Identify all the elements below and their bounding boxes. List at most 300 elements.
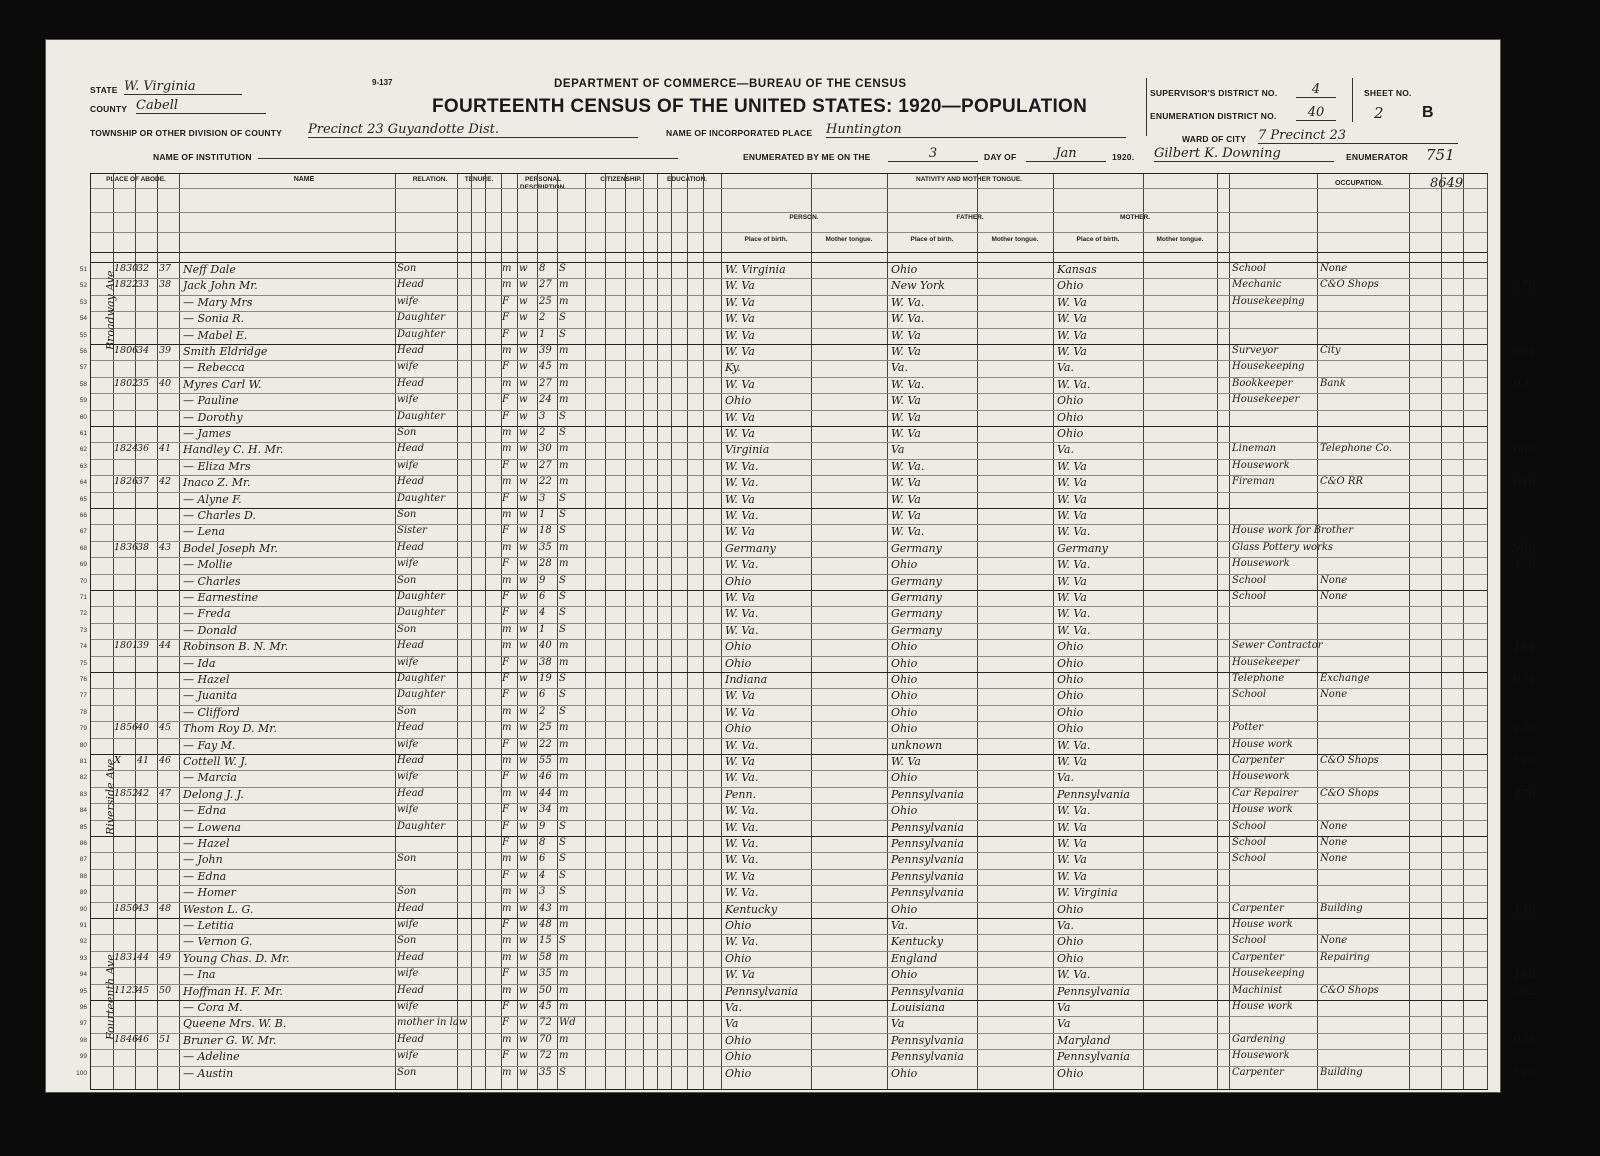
birthplace-person: W. Va	[725, 869, 755, 883]
birthplace-mother: W. Va.	[1057, 738, 1091, 752]
col-occupation: OCCUPATION.	[1335, 180, 1383, 187]
birthplace-father: Ohio	[891, 705, 918, 719]
relation: wife	[397, 738, 419, 750]
birthplace-mother: W. Va	[1057, 820, 1087, 834]
person-name: — Dorothy	[183, 410, 243, 424]
marital-status: S	[559, 574, 566, 586]
race: w	[519, 377, 528, 389]
race: w	[519, 1050, 528, 1062]
race: w	[519, 935, 528, 947]
race: w	[519, 476, 528, 488]
family-number: 40	[159, 377, 172, 389]
sex: F	[502, 492, 509, 504]
person-name: Robinson B. N. Mr.	[183, 640, 289, 654]
person-name: Young Chas. D. Mr.	[183, 951, 290, 965]
relation: wife	[397, 558, 419, 570]
race: w	[519, 1033, 528, 1045]
district-box-divider	[1146, 78, 1148, 136]
race: w	[519, 837, 528, 848]
relation: Son	[397, 574, 417, 586]
age: 18	[539, 525, 552, 537]
margin-number: 476	[1513, 786, 1536, 801]
birthplace-person: W. Va.	[725, 459, 759, 473]
race: w	[519, 1017, 528, 1029]
dwelling-number: 42	[137, 787, 150, 799]
race: w	[519, 509, 528, 520]
birthplace-father: unknown	[891, 738, 943, 752]
col-tenure: TENURE.	[464, 176, 494, 183]
occupation: Surveyor	[1232, 345, 1279, 356]
age: 8	[539, 837, 546, 848]
sex: m	[502, 541, 512, 553]
occupation: Machinist	[1232, 984, 1283, 996]
marital-status: S	[559, 886, 566, 898]
age: 22	[539, 738, 552, 750]
age: 38	[539, 656, 552, 668]
margin-number: 864	[1513, 344, 1536, 358]
birthplace-person: W. Va	[725, 345, 755, 358]
month-value: Jan	[1026, 146, 1106, 162]
margin-number: 148	[1513, 1065, 1536, 1080]
sex: m	[502, 902, 512, 914]
relation: Head	[397, 476, 425, 488]
year-value: 1920.	[1112, 152, 1135, 162]
dwelling-number: 38	[137, 541, 150, 553]
birthplace-mother: Ohio	[1057, 722, 1084, 736]
birthplace-mother: W. Va.	[1057, 525, 1091, 539]
margin-number: 038	[1513, 1032, 1536, 1047]
occupation: Housework	[1232, 771, 1290, 783]
margin-number: 674	[1513, 672, 1536, 686]
institution-value-line	[258, 146, 678, 159]
person-name: Queene Mrs. W. B.	[183, 1017, 287, 1031]
industry: Exchange	[1320, 673, 1370, 684]
header-rule	[91, 188, 1487, 189]
sex: F	[502, 919, 509, 930]
person-name: — Letitia	[183, 919, 234, 932]
col-father-tongue: Mother tongue.	[991, 236, 1039, 243]
race: w	[519, 361, 528, 373]
relation: Head	[397, 541, 425, 553]
occupation: School	[1232, 853, 1267, 865]
occupation: Telephone	[1232, 673, 1285, 684]
person-name: — Hazel	[183, 837, 230, 850]
row-number: 54	[79, 315, 87, 323]
row-number: 84	[79, 807, 87, 815]
age: 4	[539, 869, 546, 881]
birthplace-mother: Germany	[1057, 541, 1108, 555]
relation: Head	[397, 951, 425, 963]
margin-number: 668	[1513, 442, 1536, 457]
occupation: Gardening	[1232, 1033, 1286, 1045]
census-sheet	[46, 40, 1536, 1092]
enumerated-label: ENUMERATED BY ME ON THE	[743, 152, 871, 162]
family-number: 38	[159, 279, 172, 291]
birthplace-father: W. Va	[891, 492, 921, 506]
dwelling-number: 39	[137, 640, 150, 652]
person-name: — James	[183, 427, 232, 440]
birthplace-person: W. Va	[725, 279, 755, 293]
birthplace-mother: Va.	[1057, 771, 1074, 785]
marital-status: S	[559, 935, 566, 947]
dwelling-number: 34	[137, 345, 150, 356]
occupation: Housework	[1232, 558, 1290, 570]
birthplace-person: Ohio	[725, 640, 752, 654]
race: w	[519, 410, 528, 422]
relation: Daughter	[397, 820, 445, 832]
industry: C&O Shops	[1320, 279, 1379, 291]
birthplace-person: W. Va	[725, 705, 755, 719]
birthplace-person: W. Va	[725, 377, 755, 391]
row-number: 52	[79, 282, 87, 290]
enumerator-label: ENUMERATOR	[1346, 152, 1409, 162]
person-name: — Charles	[183, 574, 241, 588]
sex: m	[502, 574, 512, 586]
birthplace-mother: Maryland	[1057, 1033, 1111, 1047]
occupation: Housekeeping	[1232, 968, 1305, 980]
relation: wife	[397, 394, 419, 406]
birthplace-father: Ohio	[891, 656, 918, 670]
birthplace-person: W. Va	[725, 968, 755, 982]
birthplace-person: Va	[725, 1017, 739, 1031]
street-name: Riverside Ave	[104, 758, 117, 835]
sex: F	[502, 361, 509, 373]
margin-number: 436	[1513, 557, 1536, 572]
sex: F	[502, 328, 509, 340]
birthplace-person: W. Va	[725, 295, 755, 309]
person-name: Bruner G. W. Mr.	[183, 1033, 277, 1047]
age: 44	[539, 787, 552, 799]
industry: None	[1320, 837, 1348, 848]
person-name: Jack John Mr.	[183, 279, 258, 293]
row-number: 97	[79, 1020, 87, 1028]
sex: m	[502, 623, 512, 635]
street-name: Fourteenth Ave	[104, 954, 117, 1040]
birthplace-father: Germany	[891, 607, 942, 621]
birthplace-father: Ohio	[891, 558, 918, 572]
sheet-value: 2	[1374, 104, 1384, 122]
birthplace-mother: Va	[1057, 1017, 1071, 1031]
birthplace-mother: Ohio	[1057, 394, 1084, 408]
birthplace-father: W. Va	[891, 410, 921, 424]
col-person: PERSON.	[789, 214, 819, 221]
race: w	[519, 705, 528, 717]
relation: Head	[397, 443, 425, 455]
sex: F	[502, 968, 509, 980]
birthplace-father: Ohio	[891, 640, 918, 654]
birthplace-person: W. Va.	[725, 935, 759, 949]
row-number: 67	[79, 528, 87, 536]
birthplace-father: Pennsylvania	[891, 1050, 964, 1064]
marital-status: m	[559, 951, 569, 963]
occupation: School	[1232, 689, 1267, 701]
page-number: 8649	[1430, 176, 1464, 191]
birthplace-father: Va.	[891, 919, 908, 932]
occupation: Mechanic	[1232, 279, 1282, 291]
sex: m	[502, 377, 512, 389]
occupation: Housekeeper	[1232, 394, 1300, 406]
dwelling-number: 40	[137, 722, 150, 734]
marital-status: m	[559, 640, 569, 652]
sex: F	[502, 394, 509, 406]
sex: F	[502, 558, 509, 570]
sex: F	[502, 295, 509, 307]
relation: wife	[397, 771, 419, 783]
birthplace-person: W. Va.	[725, 771, 759, 785]
age: 3	[539, 492, 546, 504]
sex: m	[502, 984, 512, 996]
marital-status: m	[559, 394, 569, 406]
marital-status: m	[559, 984, 569, 996]
col-personal: PERSONAL DESCRIPTION.	[519, 176, 567, 191]
dwelling-number: 33	[137, 279, 150, 291]
sex: F	[502, 410, 509, 422]
birthplace-father: W. Va	[891, 345, 921, 358]
margin-number: 148	[1513, 967, 1536, 982]
age: 70	[539, 1033, 552, 1045]
occupation: Housekeeping	[1232, 295, 1305, 307]
race: w	[519, 738, 528, 750]
house-number: 1123	[114, 984, 139, 996]
marital-status: Wd	[559, 1017, 576, 1029]
sex: F	[502, 656, 509, 668]
birthplace-father: Pennsylvania	[891, 837, 964, 850]
relation: Son	[397, 623, 417, 635]
occupation: House work	[1232, 738, 1293, 750]
census-table	[76, 173, 1536, 1090]
age: 6	[539, 591, 546, 602]
birthplace-father: Pennsylvania	[891, 1033, 964, 1047]
industry: None	[1320, 574, 1348, 586]
relation: Son	[397, 509, 417, 520]
family-number: 46	[159, 755, 172, 766]
relation: Daughter	[397, 591, 445, 602]
age: 72	[539, 1017, 552, 1029]
col-citizenship: CITIZENSHIP.	[600, 176, 642, 183]
race: w	[519, 427, 528, 438]
row-number: 99	[79, 1053, 87, 1061]
county-label: COUNTY	[90, 104, 128, 114]
marital-status: m	[559, 476, 569, 488]
birthplace-mother: W. Va	[1057, 459, 1087, 473]
dwelling-number: 45	[137, 984, 150, 996]
marital-status: m	[559, 919, 569, 930]
race: w	[519, 656, 528, 668]
industry: None	[1320, 820, 1348, 832]
day-value: 3	[888, 146, 978, 162]
row-number: 82	[79, 774, 87, 782]
race: w	[519, 886, 528, 898]
age: 48	[539, 919, 552, 930]
marital-status: S	[559, 427, 566, 438]
birthplace-father: W. Va	[891, 476, 921, 490]
row-number: 59	[79, 397, 87, 405]
house-number: 1831	[114, 951, 139, 963]
relation: Head	[397, 1033, 425, 1045]
person-name: — Cora M.	[183, 1001, 243, 1014]
marital-status: m	[559, 459, 569, 471]
dwelling-number: 41	[137, 755, 150, 766]
margin-number: 436	[1513, 721, 1536, 736]
person-name: Delong J. J.	[183, 787, 244, 801]
race: w	[519, 820, 528, 832]
age: 24	[539, 394, 552, 406]
birthplace-father: W. Va.	[891, 295, 925, 309]
industry: C&O Shops	[1320, 787, 1379, 799]
sex: F	[502, 804, 509, 816]
birthplace-father: New York	[891, 279, 945, 293]
row-number: 58	[79, 380, 87, 388]
person-name: — Mabel E.	[183, 328, 248, 342]
supervisor-value: 4	[1296, 82, 1336, 98]
relation: wife	[397, 361, 419, 373]
marital-status: S	[559, 1066, 566, 1078]
sex: F	[502, 673, 509, 684]
birthplace-mother: W. Virginia	[1057, 886, 1118, 900]
marital-status: S	[559, 591, 566, 602]
age: 2	[539, 427, 546, 438]
birthplace-father: Pennsylvania	[891, 886, 964, 900]
occupation: Potter	[1232, 722, 1264, 734]
industry: C&O RR	[1320, 476, 1363, 488]
enumeration-label: ENUMERATION DISTRICT NO.	[1150, 111, 1277, 121]
birthplace-person: W. Va.	[725, 853, 759, 867]
person-name: — Juanita	[183, 689, 238, 703]
house-number: 1850	[114, 902, 139, 914]
sex: m	[502, 705, 512, 717]
race: w	[519, 279, 528, 291]
birthplace-person: W. Va.	[725, 738, 759, 752]
house-number: 1806	[114, 345, 139, 356]
sex: F	[502, 689, 509, 701]
race: w	[519, 689, 528, 701]
row-number: 86	[79, 840, 87, 847]
row-number: 62	[79, 446, 87, 454]
birthplace-father: W. Va.	[891, 312, 925, 326]
state-label: STATE	[90, 85, 118, 95]
race: w	[519, 673, 528, 684]
race: w	[519, 345, 528, 356]
sex: m	[502, 263, 512, 274]
row-number: 57	[79, 364, 87, 372]
birthplace-mother: Ohio	[1057, 951, 1084, 965]
race: w	[519, 459, 528, 471]
person-name: — Hazel	[183, 673, 230, 686]
day-label: DAY OF	[984, 152, 1017, 162]
house-number: 1822	[114, 279, 139, 291]
age: 6	[539, 853, 546, 865]
marital-status: m	[559, 771, 569, 783]
col-mother-birth: Place of birth.	[1076, 236, 1120, 243]
person-name: — Fay M.	[183, 738, 236, 752]
birthplace-mother: Ohio	[1057, 1066, 1084, 1080]
row-number: 73	[79, 626, 87, 634]
person-name: Neff Dale	[183, 263, 236, 276]
sex: m	[502, 279, 512, 291]
occupation: House work for Brother	[1232, 525, 1353, 537]
age: 58	[539, 951, 552, 963]
birthplace-mother: W. Va	[1057, 591, 1087, 604]
race: w	[519, 312, 528, 324]
birthplace-mother: W. Va.	[1057, 607, 1091, 621]
sex: m	[502, 509, 512, 520]
marital-status: m	[559, 787, 569, 799]
stamp-number: 751	[1426, 146, 1455, 164]
sex: m	[502, 787, 512, 799]
occupation: School	[1232, 574, 1267, 586]
birthplace-father: England	[891, 951, 938, 965]
person-name: — John	[183, 853, 223, 867]
birthplace-father: Kentucky	[891, 935, 944, 949]
row-number: 60	[79, 413, 87, 421]
row-number: 93	[79, 954, 87, 962]
person-name: — Mary Mrs	[183, 295, 253, 309]
col-relation: RELATION.	[412, 176, 448, 183]
age: 45	[539, 361, 552, 373]
col-name: NAME	[293, 176, 315, 183]
birthplace-mother: Ohio	[1057, 410, 1084, 424]
birthplace-father: Va	[891, 1017, 905, 1031]
place-label: NAME OF INCORPORATED PLACE	[666, 128, 813, 138]
race: w	[519, 607, 528, 619]
family-number: 39	[159, 345, 172, 356]
relation: wife	[397, 295, 419, 307]
birthplace-father: Pennsylvania	[891, 984, 964, 998]
person-name: — Earnestine	[183, 591, 259, 604]
occupation: House work	[1232, 804, 1293, 816]
birthplace-mother: Va	[1057, 1001, 1071, 1014]
house-number: 1801	[114, 640, 139, 652]
relation: Daughter	[397, 492, 445, 504]
margin-number: 362	[1513, 983, 1536, 998]
birthplace-mother: Ohio	[1057, 640, 1084, 654]
marital-status: S	[559, 410, 566, 422]
row-number: 71	[79, 594, 87, 601]
birthplace-father: Ohio	[891, 902, 918, 916]
age: 15	[539, 935, 552, 947]
occupation: Glass Pottery works	[1232, 541, 1334, 553]
enumeration-value: 40	[1296, 105, 1336, 121]
age: 46	[539, 771, 552, 783]
marital-status: S	[559, 689, 566, 701]
birthplace-person: W. Virginia	[725, 263, 786, 276]
person-name: — Alyne F.	[183, 492, 242, 506]
birthplace-person: W. Va	[725, 410, 755, 424]
industry: None	[1320, 263, 1348, 274]
birthplace-father: Pennsylvania	[891, 869, 964, 883]
age: 3	[539, 886, 546, 898]
person-name: — Vernon G.	[183, 935, 253, 949]
marital-status: m	[559, 656, 569, 668]
family-number: 48	[159, 902, 172, 914]
birthplace-father: Ohio	[891, 263, 918, 276]
birthplace-person: W. Va	[725, 591, 755, 604]
sex: m	[502, 476, 512, 488]
race: w	[519, 525, 528, 537]
age: 72	[539, 1050, 552, 1062]
industry: None	[1320, 591, 1348, 602]
occupation: Sewer Contractor	[1232, 640, 1323, 652]
marital-status: S	[559, 607, 566, 619]
birthplace-father: W. Va.	[891, 459, 925, 473]
relation: Daughter	[397, 673, 445, 684]
occupation: Housekeeper	[1232, 656, 1300, 668]
age: 28	[539, 558, 552, 570]
relation: wife	[397, 1050, 419, 1062]
birthplace-person: Virginia	[725, 443, 770, 457]
relation: Head	[397, 902, 425, 914]
row-number: 61	[79, 430, 87, 437]
